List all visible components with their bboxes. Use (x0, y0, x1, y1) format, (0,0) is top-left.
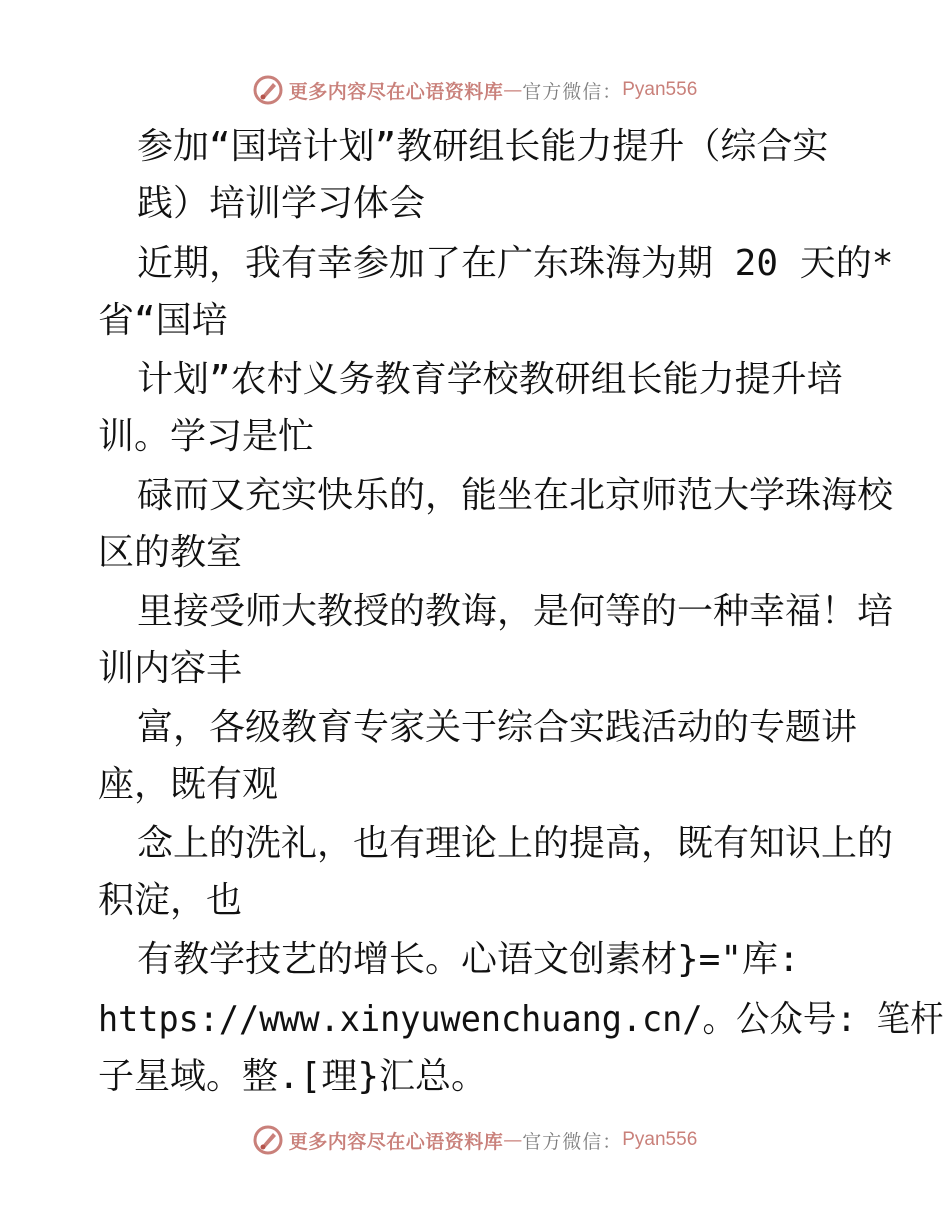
paragraph-line: 区的教室 (98, 532, 243, 573)
footer-watermark (0, 1120, 950, 1160)
paragraph-line: 子星域。整.[理}汇总。 (98, 1056, 488, 1097)
watermark-contact-id: Pyan556 (622, 1129, 698, 1150)
watermark-contact-label: 官方微信： (522, 1130, 623, 1153)
watermark-brand-text: 更多内容尽在心语资料库 (288, 80, 504, 103)
paragraph-line: 省“国培 (98, 300, 228, 341)
paragraph-line: 计划”农村义务教育学校教研组长能力提升培 (137, 359, 843, 400)
document-title-line-1: 参加“国培计划”教研组长能力提升（综合实 (137, 126, 829, 167)
watermark-dash: — (503, 79, 523, 101)
paragraph-line: 有教学技艺的增长。心语文创素材}="库: (137, 939, 800, 980)
header-watermark (0, 70, 950, 110)
watermark-brand-text: 更多内容尽在心语资料库 (288, 1130, 504, 1153)
paragraph-line: 训。学习是忙 (98, 416, 315, 457)
watermark-dash: — (503, 1129, 523, 1151)
brush-logo-icon (253, 1125, 283, 1155)
watermark-contact-label: 官方微信： (522, 80, 623, 103)
paragraph-line: 里接受师大教授的教诲，是何等的一种幸福！培 (137, 591, 894, 632)
paragraph-line: 富，各级教育专家关于综合实践活动的专题讲 (137, 707, 858, 748)
paragraph-line: 碌而又充实快乐的，能坐在北京师范大学珠海校 (137, 475, 894, 516)
document-title-line-2: 践）培训学习体会 (137, 183, 426, 224)
brush-logo-icon (253, 75, 283, 105)
paragraph-line: 座，既有观 (98, 764, 279, 805)
paragraph-line: 训内容丰 (98, 648, 243, 689)
paragraph-line: 近期，我有幸参加了在广东珠海为期 20 天的* (137, 243, 894, 284)
watermark-contact-id: Pyan556 (622, 79, 698, 100)
paragraph-line-url: https://www.xinyuwenchuang.cn/。公众号: 笔杆 (98, 999, 944, 1040)
paragraph-line: 念上的洗礼，也有理论上的提高，既有知识上的 (137, 823, 894, 864)
paragraph-line: 积淀，也 (98, 880, 243, 921)
